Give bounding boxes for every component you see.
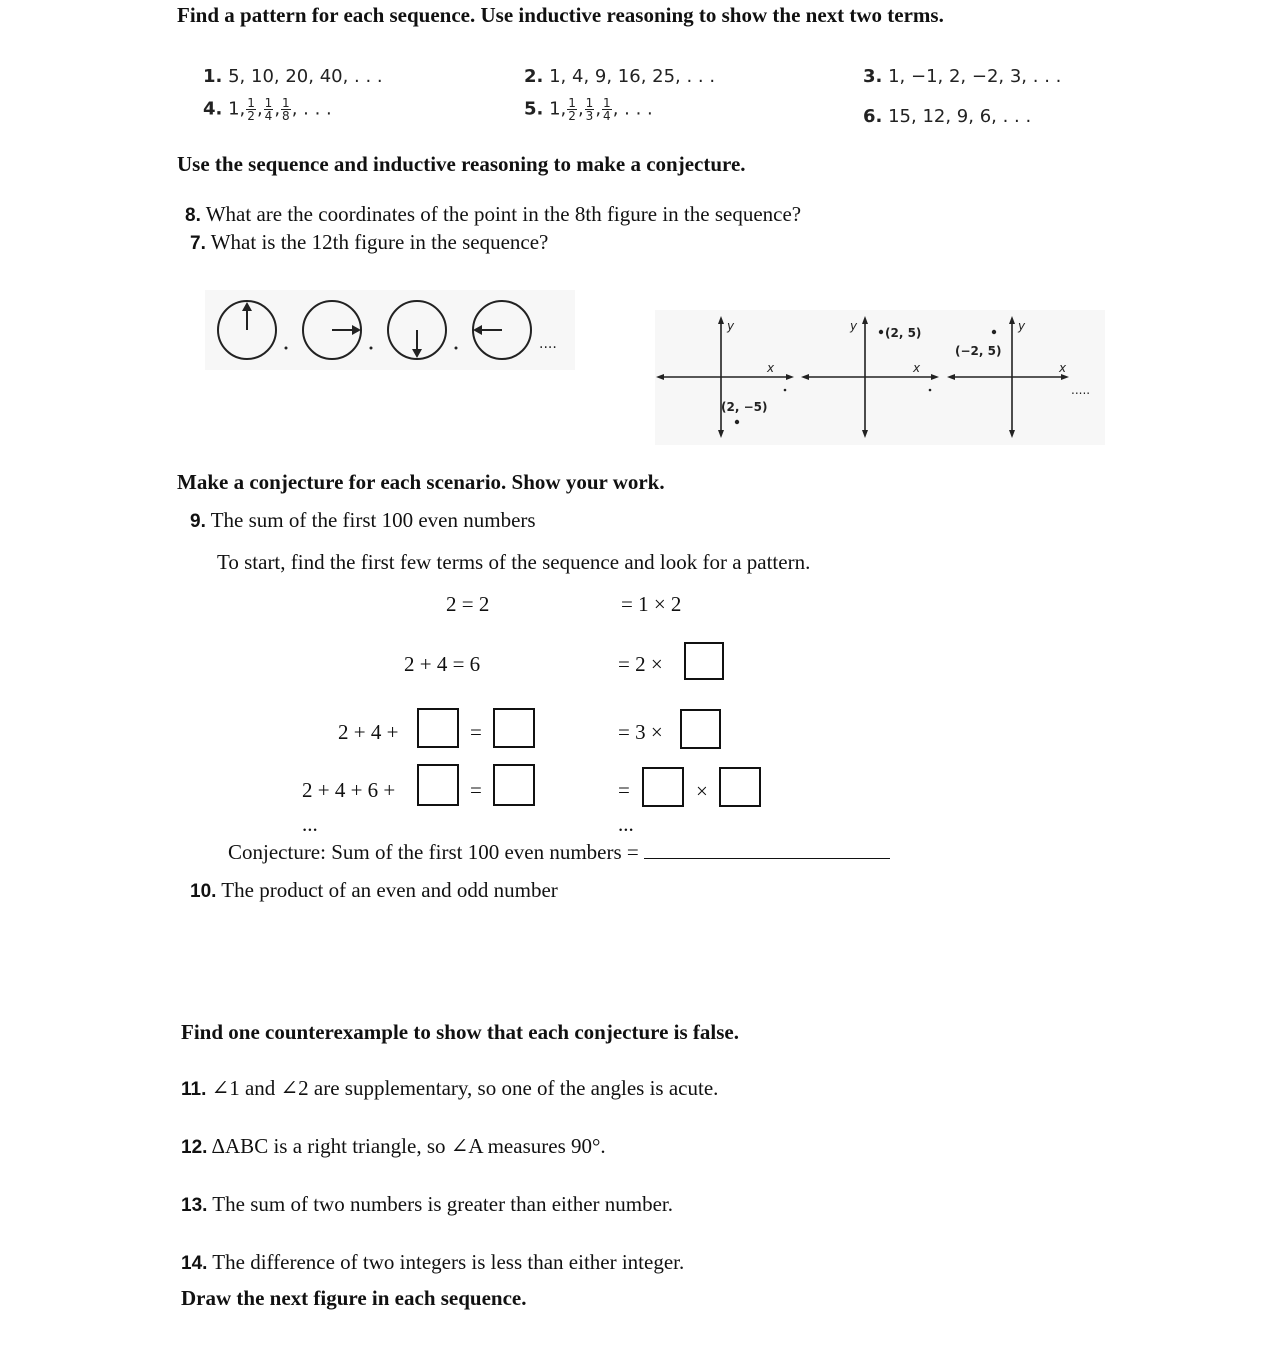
denominator: 2 (568, 109, 576, 123)
sequence-text: 1, −1, 2, −2, 3, . . . (888, 66, 1062, 87)
row4-times: × (696, 779, 708, 803)
section1-heading: Find a pattern for each sequence. Use inductive reasoning to show the next two terms. (177, 3, 944, 27)
question-text: The sum of two numbers is greater than either number. (212, 1192, 674, 1216)
answer-box[interactable] (493, 764, 535, 806)
question-number: 7. (190, 233, 206, 254)
sequence-text: 15, 12, 9, 6, . . . (888, 106, 1032, 127)
question-text: The difference of two integers is less than either integer. (212, 1250, 685, 1274)
row4-left: 2 + 4 + 6 + (302, 778, 396, 802)
answer-box[interactable] (493, 708, 535, 748)
row2-right: = 2 × (618, 652, 663, 676)
circle-sequence-figure (205, 290, 575, 370)
graph-sequence-ellipsis: ..... (1071, 383, 1091, 397)
denominator: 2 (247, 109, 255, 123)
fraction (567, 97, 577, 122)
item-number: 4. (203, 98, 223, 120)
question-9 (190, 508, 536, 533)
item-number: 3. (863, 66, 883, 87)
graph2-x-label: x (913, 361, 921, 375)
comma-dot (455, 347, 458, 350)
question-text: The sum of the first 100 even numbers (210, 508, 536, 532)
question-number: 14. (181, 1253, 208, 1274)
sequence-item-3 (863, 66, 1061, 87)
row3-equals: = (470, 720, 482, 744)
answer-box[interactable] (417, 708, 459, 748)
sequence-text: 5, 10, 20, 40, . . . (228, 66, 383, 87)
graph2-point (879, 330, 883, 334)
question-number: 11. (181, 1079, 207, 1100)
answer-box[interactable] (719, 767, 761, 807)
sequence-ellipsis: .... (539, 336, 557, 352)
graph2-point-label: (2, 5) (885, 326, 922, 340)
numerator: 1 (568, 96, 576, 110)
graph1-point (735, 420, 739, 424)
conjecture-text: Conjecture: Sum of the first 100 even numbers = (228, 840, 639, 864)
row3-right: = 3 × (618, 720, 663, 744)
continuation-dots-left: ... (302, 812, 318, 836)
conjecture-line (228, 840, 890, 865)
denominator: 3 (585, 109, 594, 123)
graph3-point (992, 330, 996, 334)
graph3-y-label: y (1018, 319, 1026, 333)
conjecture-answer-blank[interactable] (644, 840, 890, 859)
sequence-lead: 1, (228, 98, 246, 120)
denominator: 8 (282, 109, 290, 123)
question-number: 13. (181, 1195, 208, 1216)
question-text: What are the coordinates of the point in the 8th figure in the sequence? (205, 202, 802, 226)
answer-box[interactable] (680, 709, 721, 749)
section3-heading: Make a conjecture for each scenario. Show your work. (177, 470, 665, 494)
fraction (264, 97, 274, 122)
item-number: 5. (524, 98, 544, 120)
row1-right: = 1 × 2 (621, 592, 682, 616)
graph3-point-label: (−2, 5) (955, 344, 1002, 358)
row4-right: = (618, 778, 630, 802)
numerator: 1 (247, 96, 255, 110)
sequence-item-1 (203, 66, 383, 87)
comma-dot (929, 389, 932, 392)
sequence-item-2 (524, 66, 715, 87)
section4-heading: Find one counterexample to show that each conjecture is false. (181, 1020, 739, 1044)
item-number: 1. (203, 66, 223, 87)
sequence-item-4: 4. 1, $\frac{1}{2}$ , $\frac{1}{4}$ , $\frac{1}{8}$ , . . . (203, 96, 332, 123)
answer-box[interactable] (684, 642, 724, 680)
section2-heading: Use the sequence and inductive reasoning to make a conjecture. (177, 152, 746, 176)
sequence-tail: . . . (303, 98, 332, 120)
instruction-text: To start, find the first few terms of the sequence and look for a pattern. (217, 550, 811, 574)
graph-sequence-figure (655, 310, 1105, 445)
question-text: ΔABC is a right triangle, so ∠A measures 90°. (211, 1134, 606, 1158)
question-13 (181, 1192, 673, 1217)
graph2-y-label: y (850, 319, 858, 333)
denominator: 4 (264, 109, 273, 123)
numerator: 1 (264, 96, 273, 110)
question-10 (190, 878, 558, 903)
item-number: 2. (524, 66, 544, 87)
numerator: 1 (603, 96, 611, 110)
question-text: What is the 12th figure in the sequence? (210, 230, 549, 254)
fraction (585, 97, 595, 122)
section5-heading: Draw the next figure in each sequence. (181, 1286, 527, 1310)
sequence-item-5: 5. 1, $\frac{1}{2}$ , $\frac{1}{3}$ , $\frac{1}{4}$ , . . . (524, 96, 653, 123)
fraction (602, 97, 612, 122)
question-12 (181, 1134, 606, 1159)
numerator: 1 (282, 96, 290, 110)
question-number: 8. (185, 205, 201, 226)
question-number: 10. (190, 881, 217, 902)
sequence-item-6 (863, 106, 1031, 127)
continuation-dots-right: ... (618, 812, 634, 836)
question-11 (181, 1076, 718, 1101)
numerator: 1 (585, 96, 594, 110)
row1-left: 2 = 2 (446, 592, 490, 616)
comma-dot (285, 347, 288, 350)
fraction (281, 97, 291, 122)
sequence-lead: 1, (549, 98, 567, 120)
fraction (246, 97, 256, 122)
sequence-tail: . . . (624, 98, 653, 120)
graph1-x-label: x (767, 361, 775, 375)
comma-dot (784, 389, 787, 392)
question-number: 12. (181, 1137, 208, 1158)
question-text: ∠1 and ∠2 are supplementary, so one of the angles is acute. (211, 1076, 719, 1100)
question-number: 9. (190, 511, 206, 532)
question-8 (185, 202, 801, 227)
answer-box[interactable] (417, 764, 459, 806)
row3-left: 2 + 4 + (338, 720, 399, 744)
figure-background (205, 290, 575, 370)
question-text: The product of an even and odd number (221, 878, 558, 902)
comma-dot (370, 347, 373, 350)
row4-equals: = (470, 778, 482, 802)
answer-box[interactable] (642, 767, 684, 807)
sequence-text: 1, 4, 9, 16, 25, . . . (549, 66, 716, 87)
graph1-y-label: y (727, 319, 735, 333)
row2-left: 2 + 4 = 6 (404, 652, 481, 676)
question-7 (190, 230, 548, 255)
graph3-x-label: x (1059, 361, 1067, 375)
denominator: 4 (603, 109, 611, 123)
item-number: 6. (863, 106, 883, 127)
question-14 (181, 1250, 684, 1275)
graph1-point-label: (2, −5) (721, 400, 768, 414)
